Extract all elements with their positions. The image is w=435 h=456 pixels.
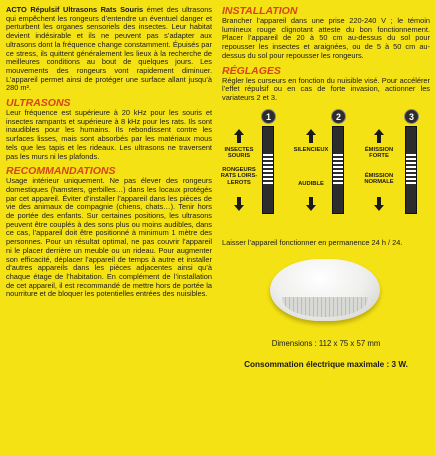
arrow-down-icon: [374, 197, 384, 211]
installation-paragraph: Brancher l’appareil dans une prise 220-240 V ; le témoin lumineux rouge clignotant atteste du bon fonctionnement. Placer l’appareil de 20 à 50 cm au-dessus du sol pour repousser les insectes et araignées, ou de 5 à 50 cm au-dessus du sol pour repousser les rongeurs.: [222, 16, 430, 60]
slider-1-number: 1: [261, 109, 276, 124]
ultrasons-heading: ULTRASONS: [6, 97, 71, 110]
recommandations-heading: RECOMMANDATIONS: [6, 165, 116, 178]
slider-1-bottom-label: RONGEURS RATS LOIRS-LEROTS: [220, 166, 258, 186]
consumption-text: Consommation électrique maximale : 3 W.: [244, 360, 408, 370]
arrow-up-icon: [306, 129, 316, 143]
slider-2-top-label: SILENCIEUX: [293, 146, 329, 153]
device-illustration: [222, 255, 430, 339]
arrow-up-icon: [374, 129, 384, 143]
slider-unit-1: [222, 109, 288, 237]
ultrasons-paragraph: Leur fréquence est supérieure à 20 kHz pour les souris et insectes rampants et supérieure à 8 kHz pour les rats. Ils sont inaudibles pour les humains. Ils rebondissent contre les surfaces lisses, mais sont absorbés par les matériaux mous tels que les tapis et les rideaux. Les ultrasons ne traversent pas les murs ni les plafonds.: [6, 108, 212, 161]
slider-1-knob[interactable]: [263, 154, 273, 186]
permanence-text: Laisser l’appareil fonctionner en permanence 24 h / 24.: [222, 237, 403, 247]
slider-3-track[interactable]: [405, 126, 417, 214]
reglages-paragraph: Régler les curseurs en fonction du nuisible visé. Pour accélérer l’effet répulsif ou en cas de forte invasion, actionner les variateurs 2 et 3.: [222, 75, 430, 102]
slider-unit-2: [292, 109, 358, 237]
dimensions-text: Dimensions : 112 x 75 x 57 mm: [271, 339, 381, 349]
arrow-up-icon: [234, 129, 244, 143]
installation-heading: INSTALLATION: [222, 5, 298, 17]
slider-3-bottom-label: ÉMISSION NORMALE: [364, 172, 394, 186]
intro-paragraph: [6, 6, 212, 93]
sliders-diagram: [222, 109, 430, 239]
slider-3-knob[interactable]: [406, 154, 416, 186]
slider-2-number: 2: [331, 109, 346, 124]
arrow-down-icon: [306, 197, 316, 211]
right-column: [222, 6, 430, 369]
slider-2-knob[interactable]: [333, 154, 343, 186]
left-column: [6, 6, 212, 299]
slider-2-bottom-label: AUDIBLE: [298, 180, 324, 187]
slider-3-number: 3: [404, 109, 419, 124]
recommandations-paragraph: Usage intérieur uniquement. Ne pas élever des rongeurs domestiques (hamsters, gerbilles…) dans les locaux protégés par cet appareil. Éviter d’installer l’appareil dans les pièces de vie des animaux de compagnie (chiens, chats…). Tenir hors de portée des enfants. Sur certaines positions, les ultrasons peuvent être couplés à des sons plus ou moins audibles, dans ce cas, l’appareil doit être positionné à minimum 1 mètre des personnes. Pour un résultat optimal, ne pas couvrir l’appareil ni le placer derrière un meuble ou un rideau. Pour augmenter son efficacité, déplacer l’appareil de temps à autre et installer d’autres appareils dans les pièces adjacentes ainsi qu’à chaque étage de l’habitation. En complément de l’installation de cet appareil, il est recommandé de mettre hors de portée la nourriture et de bloquer les potentielles entrées des nuisibles.: [6, 176, 212, 299]
intro-text: émet des ultrasons qui empêchent les rongeurs d’entendre un éventuel danger et perturbent les organes sensoriels des insectes. Leur habitat devient indésirable et ils ne peuvent pas s’adapter aux ultrasons dont la fréquence change constamment. Épuisés par ce stress, ils quittent généralement les lieux à la recherche de meilleures conditions au bout de quelques jours. Les mouvements des rongeurs vont rapidement diminuer. L’appareil permet ainsi de protéger une surface allant jusqu’à 280 m².: [6, 5, 212, 93]
brand-name: ACTO Répulsif Ultrasons Rats Souris: [6, 5, 144, 14]
slider-1-track[interactable]: [262, 126, 274, 214]
arrow-down-icon: [234, 197, 244, 211]
slider-3-top-label: ÉMISSION FORTE: [364, 146, 394, 160]
reglages-heading: RÉGLAGES: [222, 64, 281, 77]
slider-2-track[interactable]: [332, 126, 344, 214]
slider-1-top-label: INSECTES SOURIS: [224, 146, 254, 160]
slider-unit-3: [360, 109, 426, 237]
